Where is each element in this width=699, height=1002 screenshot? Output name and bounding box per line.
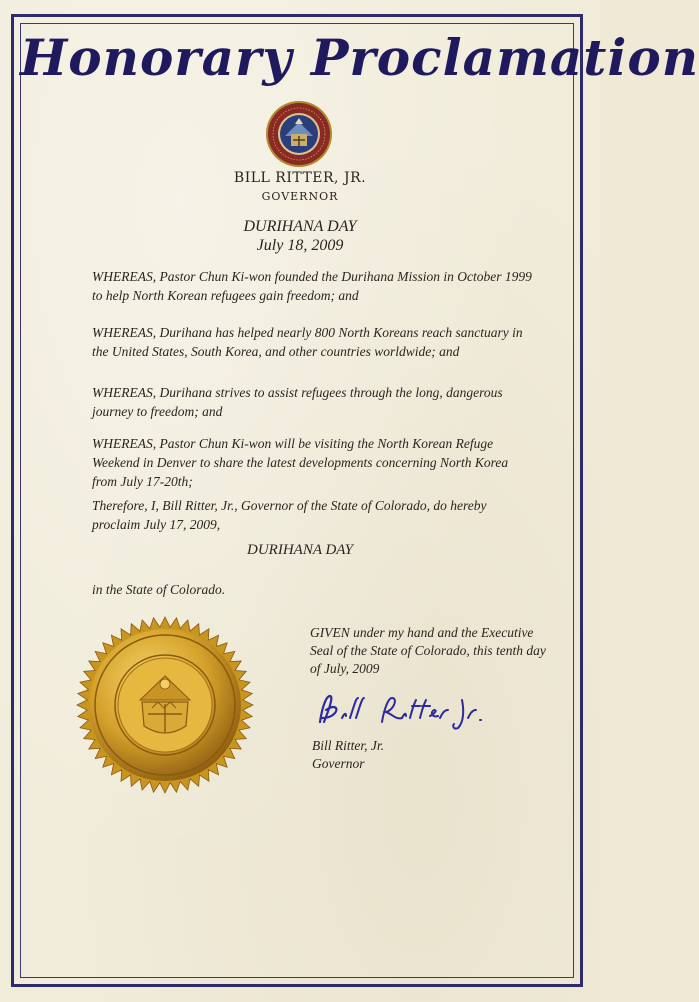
whereas-paragraph-2: WHEREAS, Durihana has helped nearly 800 North Koreans reach sanctuary in the United States, South Korea, and other countries worldwide; and <box>92 325 523 359</box>
governor-name: BILL RITTER, JR. <box>233 170 367 186</box>
document-title: Honorary Proclamation <box>20 28 699 87</box>
event-date: July 18, 2009 <box>256 237 344 254</box>
therefore-paragraph: Therefore, I, Bill Ritter, Jr., Governor of the State of Colorado, do hereby proclaim July 17, 2009, <box>92 498 487 532</box>
gold-executive-seal-icon <box>74 614 256 796</box>
signer-title: Governor <box>312 756 365 771</box>
whereas-paragraph-4: WHEREAS, Pastor Chun Ki-won will be visiting the North Korean Refuge Weekend in Denver to share the latest developments concerning North Korea from July 17-20th; <box>92 436 509 489</box>
governor-signature-icon <box>312 688 512 736</box>
governor-title: GOVERNOR <box>261 190 339 203</box>
event-title: DURIHANA DAY <box>243 218 357 235</box>
whereas-paragraph-3: WHEREAS, Durihana strives to assist refugees through the long, dangerous journey to freedom; and <box>92 385 503 419</box>
whereas-paragraph-1: WHEREAS, Pastor Chun Ki-won founded the Durihana Mission in October 1999 to help North Korean refugees gain freedom; and <box>92 269 532 303</box>
given-statement: GIVEN under my hand and the Executive Seal of the State of Colorado, this tenth day of July, 2009 <box>310 625 546 676</box>
signer-name: Bill Ritter, Jr. <box>312 738 384 753</box>
proclamation-title: DURIHANA DAY <box>247 542 353 558</box>
colorado-state-seal-icon <box>265 100 333 168</box>
in-state-line: in the State of Colorado. <box>92 582 226 597</box>
